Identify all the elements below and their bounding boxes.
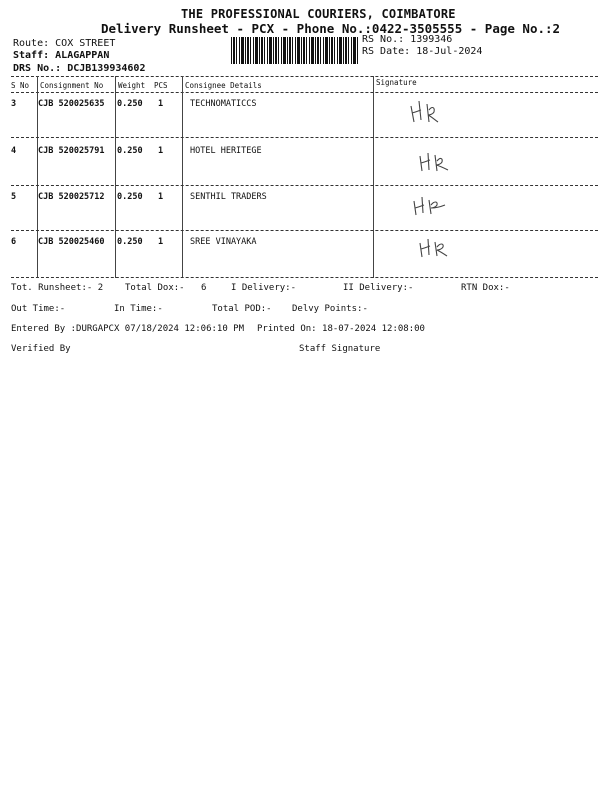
col-header-consignee: Consignee Details [185,81,262,90]
col-header-pcs: PCS [154,81,168,90]
row-consignee: TECHNOMATICCS [190,99,257,109]
in-time: In Time:- [114,304,163,314]
col-divider [373,76,374,278]
printed-on: Printed On: 18-07-2024 12:08:00 [257,324,425,334]
barcode [231,37,359,64]
row-pcs: 1 [158,146,164,156]
row-sno: 3 [11,99,17,109]
row-consignee: SENTHIL TRADERS [190,192,267,202]
col-header-consignment: Consignment No [40,81,104,90]
row-pcs: 1 [158,192,164,202]
signature-mark [408,96,444,126]
i-delivery: I Delivery:- [231,283,297,293]
signature-mark [417,234,453,260]
rtn-dox: RTN Dox:- [461,283,510,293]
table-bottom-border [11,277,598,278]
signature-mark [417,148,453,174]
col-header-weight: Weight [118,81,146,90]
row-consignee: SREE VINAYAKA [190,237,257,247]
row-sno: 6 [11,237,17,247]
drs-label: DRS No.: [13,63,62,74]
row-divider [11,137,598,138]
drs-line [13,63,145,74]
row-sno: 4 [11,146,17,156]
rs-date-label: RS Date: [362,46,411,57]
drs-value: DCJB139934602 [67,63,146,74]
tot-runsheet: Tot. Runsheet:- 2 [11,283,104,293]
company-title: THE PROFESSIONAL COURIERS, COIMBATORE [181,7,456,21]
row-weight: 0.250 [117,146,143,156]
col-divider [115,76,116,278]
row-pcs: 1 [158,237,164,247]
ii-delivery: II Delivery:- [343,283,414,293]
signature-mark [410,192,450,218]
runsheet-subtitle: Delivery Runsheet - PCX - Phone No.:0422-3505555 - Page No.:2 [101,21,561,36]
rs-date-value: 18-Jul-2024 [416,46,483,57]
row-weight: 0.250 [117,237,143,247]
rs-no-label: RS No.: [362,34,405,45]
rs-date-line [362,46,482,57]
out-time: Out Time:- [11,304,66,314]
route-value: COX STREET [55,38,116,49]
col-header-signature: Signature [376,78,417,87]
rs-no-line [362,34,452,45]
route-label: Route: [13,38,50,49]
total-pod: Total POD:- [212,304,272,314]
row-consignment: CJB 520025460 [38,237,105,247]
row-divider [11,185,598,186]
row-weight: 0.250 [117,99,143,109]
total-dox-label: Total Dox:- [125,283,185,293]
col-header-sno: S No [11,81,30,90]
row-consignment: CJB 520025635 [38,99,105,109]
route-line [13,38,115,49]
verified-by: Verified By [11,344,71,354]
staff-signature-label: Staff Signature [299,344,381,354]
total-dox-value: 6 [201,283,207,293]
delvy-points: Delvy Points:- [292,304,368,314]
row-consignment: CJB 520025712 [38,192,105,202]
entered-by: Entered By :DURGAPCX 07/18/2024 12:06:10 PM [11,324,244,334]
row-consignment: CJB 520025791 [38,146,105,156]
row-divider [11,230,598,231]
staff-label: Staff: [13,50,50,61]
staff-line [13,50,109,61]
row-pcs: 1 [158,99,164,109]
table-top-border [11,76,598,77]
staff-value: ALAGAPPAN [55,50,110,61]
row-sno: 5 [11,192,17,202]
row-consignee: HOTEL HERITEGE [190,146,262,156]
col-divider [182,76,183,278]
row-weight: 0.250 [117,192,143,202]
rs-no-value: 1399346 [410,34,453,45]
table-header-border [11,92,598,93]
